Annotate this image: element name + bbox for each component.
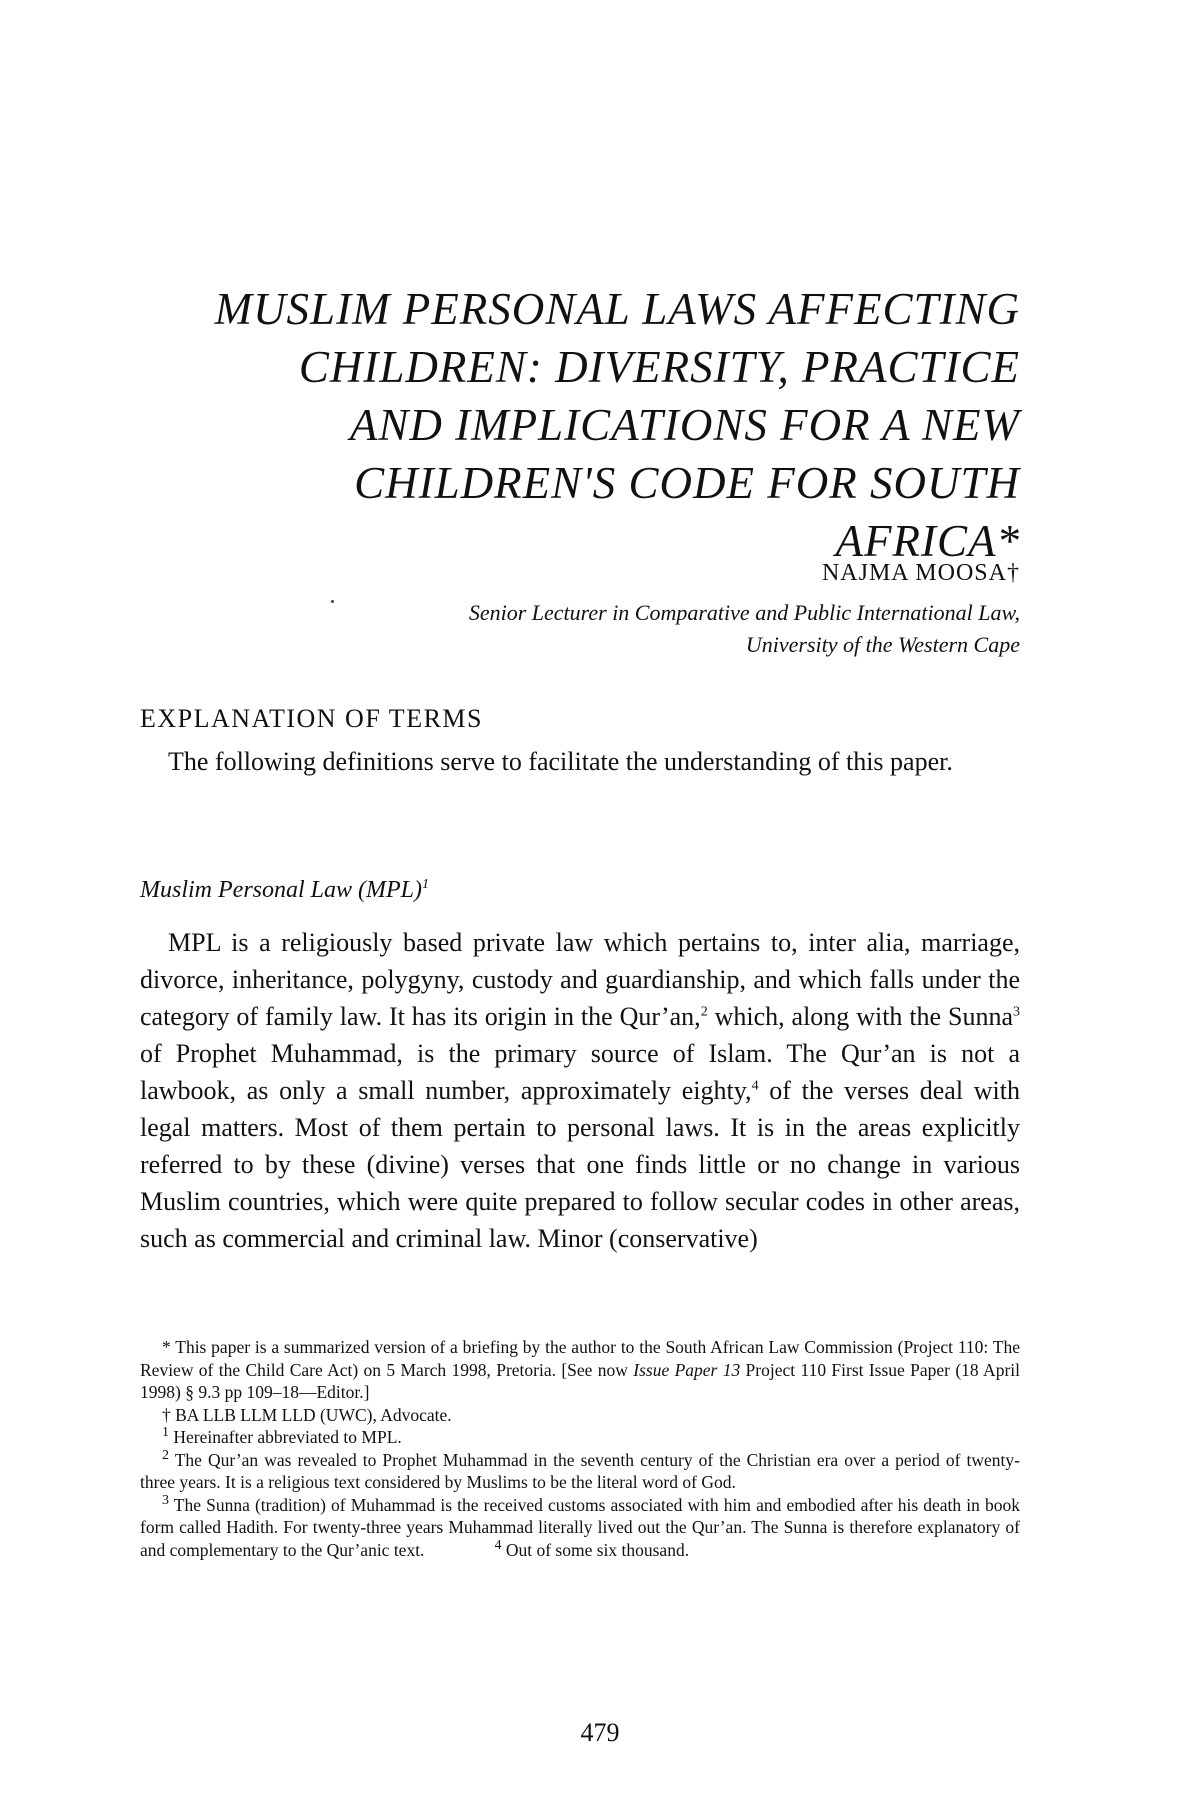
body-text-run: MPL is a religiously based private law which pertains to, inter alia, marriage, divorce, inheritance, polygyny, custody and guardianship, and which falls under the category of family law. It has its origin in the Qur’an, [140, 928, 1020, 1031]
author-affiliation [320, 597, 1020, 661]
subsection-heading [140, 877, 429, 904]
footnote-marker: 1 [162, 1425, 169, 1441]
footnote-star [140, 1336, 1020, 1404]
footnote-text: The Qur’an was revealed to Prophet Muhammad in the seventh century of the Christian era over a period of twenty-three years. It is a religious text considered by Muslims to be the literal word of God. [140, 1449, 1020, 1492]
page-number: 479 [580, 1718, 620, 1747]
subsection-heading-text: Muslim Personal Law (MPL) [140, 877, 422, 903]
title-line: AFRICA* [835, 516, 1020, 566]
footnote-text: Hereinafter abbreviated to MPL. [169, 1427, 402, 1447]
footnote-3 [140, 1494, 1020, 1562]
footnote-marker: 3 [162, 1492, 169, 1508]
intro-paragraph: The following definitions serve to facilitate the understanding of this paper. [168, 747, 953, 776]
footnote-marker: 4 [494, 1537, 502, 1553]
affiliation-line: Senior Lecturer in Comparative and Public International Law, [468, 600, 1020, 625]
footnote-2 [140, 1449, 1020, 1494]
footnote-1 [140, 1426, 1020, 1449]
affiliation-line: University of the Western Cape [745, 632, 1020, 657]
body-text-run: of the verses deal with legal matters. Most of them pertain to personal laws. It is in the areas explicitly referred to by these (divine) verses that one finds little or no change in various Muslim countries, which were quite prepared to follow secular codes in other areas, such as commercial and criminal law. Minor (conservative) [140, 1076, 1020, 1253]
section-heading: EXPLANATION OF TERMS [140, 704, 483, 733]
body-text-run: of Prophet Muhammad, is the primary source of Islam. The Qur’an is not a lawbook, as only a small number, approximately eighty, [140, 1039, 1020, 1105]
footnote-text: Project 110 First Issue Paper (18 April 1998) § 9.3 pp 109–18—Editor.] [140, 1359, 1020, 1402]
footnote-italic-text: Issue Paper 13 [633, 1359, 741, 1380]
footnote-ref: 3 [1012, 1004, 1020, 1020]
article-title [160, 280, 1020, 570]
footnote-ref: 4 [751, 1078, 759, 1094]
scan-speck [331, 600, 334, 603]
footnotes-block [140, 1336, 1020, 1561]
footnote-4-text: Out of some six thousand. [501, 1539, 690, 1560]
footnote-marker: 2 [162, 1447, 169, 1463]
title-line: AND IMPLICATIONS FOR A NEW [349, 400, 1020, 450]
footnote-text: The Sunna (tradition) of Muhammad is the received customs associated with him and embodied after his death in book form called Hadith. For twenty-three years Muhammad literally lived out the Qur’an. The Sunna is therefore explanatory of and complementary to the Qur’anic text. [140, 1494, 1020, 1560]
title-line: CHILDREN: DIVERSITY, PRACTICE [298, 342, 1020, 392]
footnote-ref: 2 [700, 1004, 708, 1020]
body-paragraph [140, 924, 1020, 1257]
title-line: MUSLIM PERSONAL LAWS AFFECTING [214, 284, 1020, 334]
footnote-dagger: † BA LLB LLM LLD (UWC), Advocate. [162, 1404, 452, 1425]
body-text-run: which, along with the Sunna [707, 1002, 1013, 1031]
title-line: CHILDREN'S CODE FOR SOUTH [354, 458, 1020, 508]
footnote-text: * This paper is a summarized version of a briefing by the author to the South African Law Commission (Project 110: The Review of the Child Care Act) on 5 March 1998, Pretoria. [See now [140, 1337, 1020, 1380]
author-name: NAJMA MOOSA† [821, 560, 1020, 586]
footnote-ref: 1 [422, 877, 429, 892]
